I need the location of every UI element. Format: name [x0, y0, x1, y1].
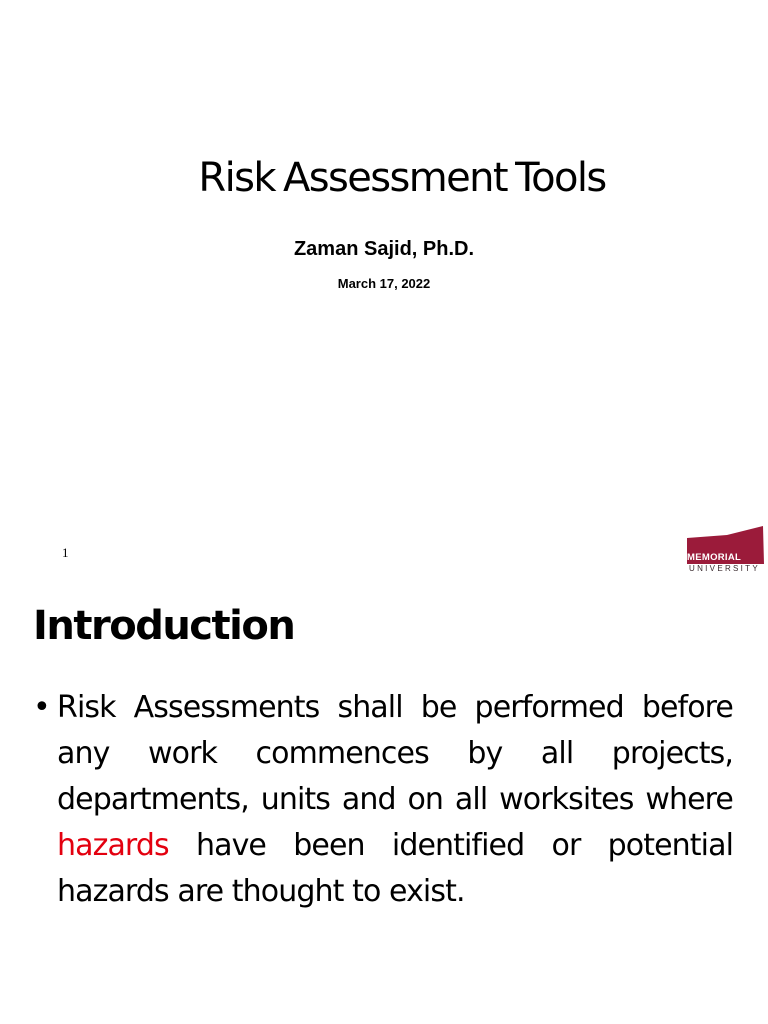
highlighted-word: hazards [57, 828, 169, 863]
slide-heading: Introduction [33, 603, 295, 649]
logo-wordmark: MEMORIAL [687, 552, 742, 563]
bullet-item [33, 685, 733, 915]
slide-number: 1 [62, 545, 69, 560]
bullet-text [57, 685, 733, 915]
logo-subtitle: UNIVERSITY [689, 564, 761, 573]
presentation-date: March 17, 2022 [337, 276, 431, 291]
bullet-text-after: have been identified or potential hazards are thought to exist. [57, 828, 733, 909]
memorial-university-logo [687, 526, 767, 574]
slide-title: Risk Assessment Tools [198, 155, 606, 201]
bullet-text-before: Risk Assessments shall be performed before any work commences by all projects, departments, units and on all worksites where [57, 690, 733, 817]
author-name: Zaman Sajid, Ph.D. [293, 238, 475, 260]
introduction-slide [0, 590, 768, 1024]
bullet-marker: • [33, 690, 51, 725]
